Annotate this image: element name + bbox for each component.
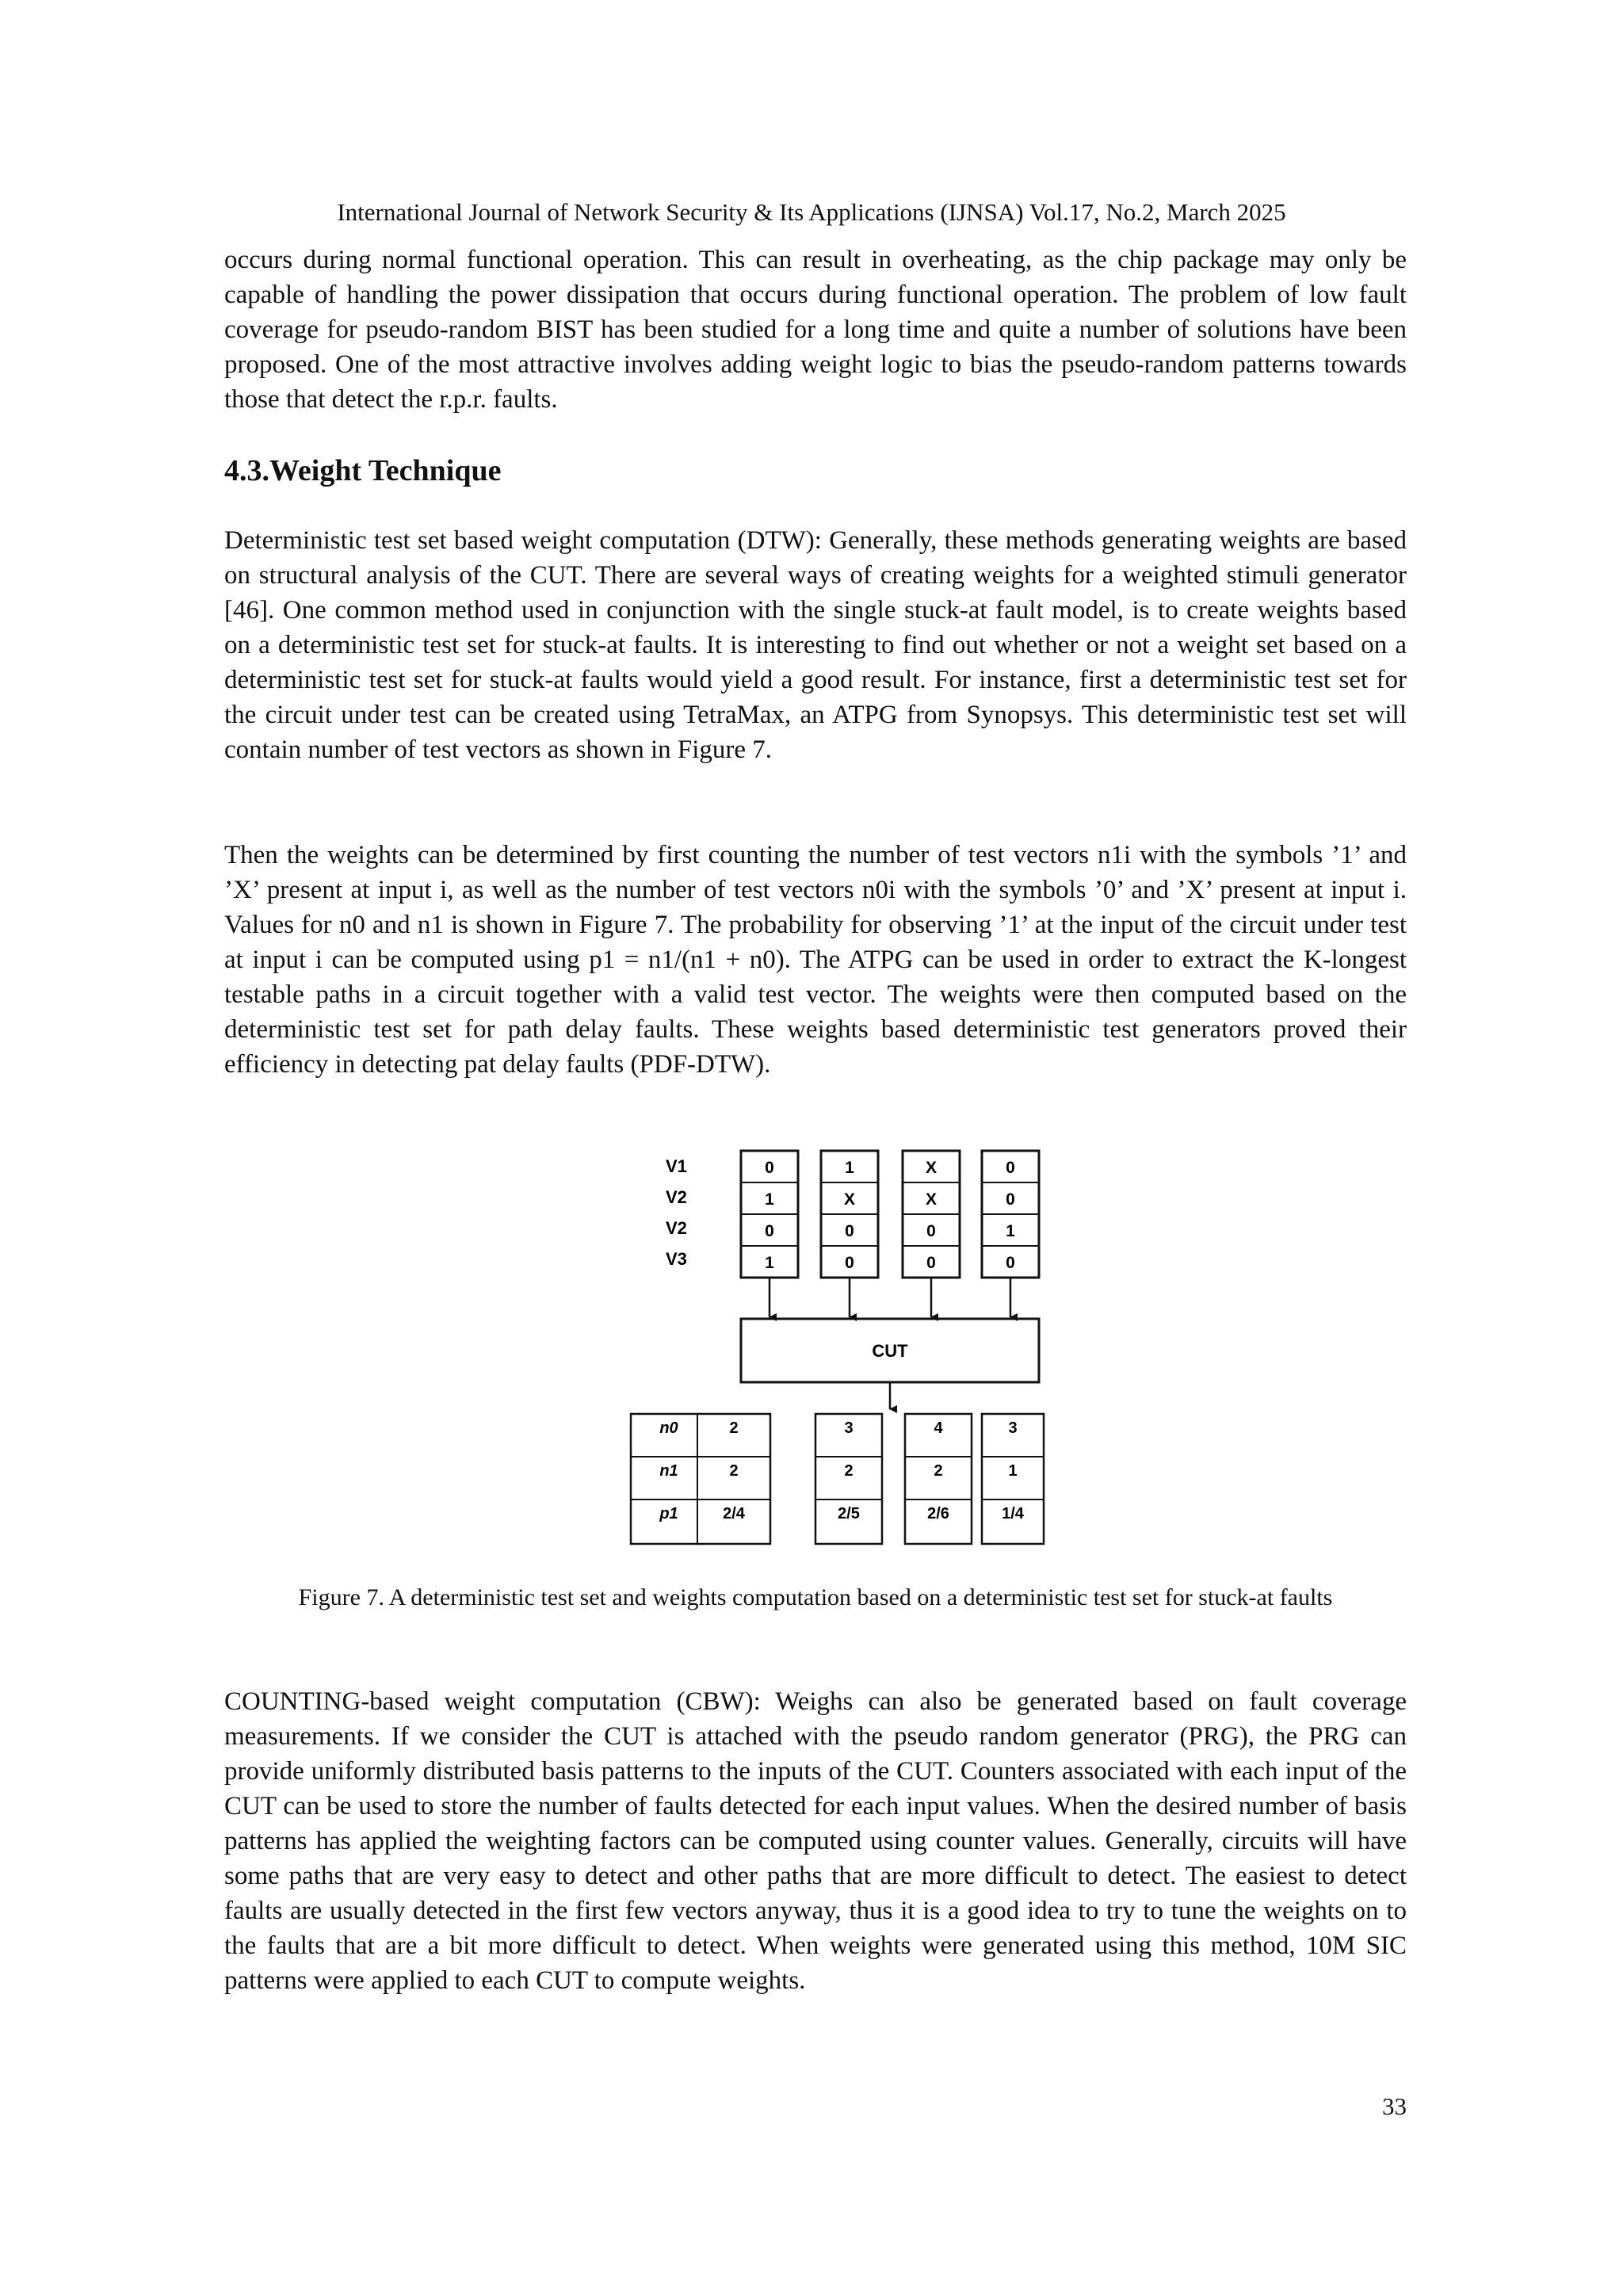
n0-value: 3	[1008, 1419, 1018, 1437]
n1-value: 1	[1008, 1462, 1018, 1480]
n1-value: 2	[844, 1462, 854, 1480]
vector-label-v1: V1	[666, 1156, 687, 1176]
vector-cell: 0	[1006, 1159, 1015, 1177]
vector-cell: 0	[926, 1222, 936, 1240]
figure-7-diagram	[618, 1149, 1062, 1561]
running-header: International Journal of Network Security & Its Applications (IJNSA) Vol.17, No.2, March 2025	[337, 198, 1286, 226]
n0-value: 4	[934, 1419, 943, 1437]
n1-value: 2	[934, 1462, 943, 1480]
paragraph-text: Deterministic test set based weight computation (DTW): Generally, these methods generating weights are based on structural analysis of the CUT. There are several ways of creating weights for a weighted stimuli generator [46]. One common method used in conjunction with the single stuck-at fault model, is to create weights based on a deterministic test set for stuck-at faults. It is interesting to find out whether or not a weight set based on a deterministic test set for stuck-at faults would yield a good result. For instance, first a deterministic test set for the circuit under test can be created using TetraMax, an ATPG from Synopsys. This deterministic test set will contain number of test vectors as shown in Figure 7.	[224, 526, 1407, 764]
vector-label-v3: V3	[666, 1249, 687, 1269]
dtw-paragraph	[224, 523, 1407, 767]
vector-label-v2b: V2	[666, 1218, 687, 1238]
n1-value: 2	[729, 1462, 739, 1480]
vector-cell: 0	[926, 1254, 936, 1272]
vector-cell: 1	[845, 1159, 854, 1177]
vector-cell: 1	[765, 1190, 774, 1209]
vector-cell: 0	[765, 1222, 774, 1240]
n0-value: 3	[844, 1419, 854, 1437]
row-label-n1: n1	[659, 1462, 678, 1480]
p1-value: 2/6	[927, 1505, 949, 1522]
vector-label-v2: V2	[666, 1187, 687, 1207]
figure-7	[618, 1149, 1062, 1561]
weights-table-group-3	[905, 1414, 972, 1544]
vector-cell: 0	[1006, 1190, 1015, 1209]
vector-cell: 0	[845, 1222, 854, 1240]
vector-cell: 0	[1006, 1254, 1015, 1272]
test-vector-column-3	[903, 1151, 960, 1278]
vector-cell: 0	[765, 1159, 774, 1177]
paragraph-text: COUNTING-based weight computation (CBW): Weighs can also be generated based on fault coverage measurements. If we consider the CUT is attached with the pseudo random generator (PRG), the PRG can provide uniformly distributed basis patterns to the inputs of the CUT. Counters associated with each input of the CUT can be used to store the number of faults detected for each input values. When the desired number of basis patterns has applied the weighting factors can be computed using counter values. Generally, circuits will have some paths that are very easy to detect and other paths that are more difficult to detect. The easiest to detect faults are usually detected in the first few vectors anyway, thus it is a good idea to try to tune the weights on to the faults that are a bit more difficult to detect. When weights were generated using this method, 10M SIC patterns were applied to each CUT to compute weights.	[224, 1687, 1407, 1995]
vector-cell: X	[843, 1190, 856, 1209]
cut-label: CUT	[872, 1341, 908, 1361]
vector-cell: X	[925, 1190, 938, 1209]
paragraph-text: Then the weights can be determined by first counting the number of test vectors n1i with the symbols ’1’ and ’X’ present at input i, as well as the number of test vectors n0i with the symbols ’0’ and ’X’ present at input i. Values for n0 and n1 is shown in Figure 7. The probability for observing ’1’ at the input of the circuit under test at input i can be computed using p1 = n1/(n1 + n0). The ATPG can be used in order to extract the K-longest testable paths in a circuit together with a valid test vector. The weights were then computed based on the deterministic test set for path delay faults. These weights based deterministic test generators proved their efficiency in detecting pat delay faults (PDF-DTW).	[224, 841, 1407, 1079]
cbw-paragraph	[224, 1684, 1407, 1998]
figure-caption: Figure 7. A deterministic test set and weights computation based on a deterministic test set for stuck-at faults	[298, 1584, 1333, 1610]
n0-value: 2	[729, 1419, 739, 1437]
row-label-p1: p1	[659, 1505, 678, 1522]
intro-paragraph	[224, 243, 1407, 417]
section-heading: 4.3.Weight Technique	[224, 454, 502, 487]
paragraph-text: occurs during normal functional operation. This can result in overheating, as the chip package may only be capable of handling the power dissipation that occurs during functional operation. The problem of low fault coverage for pseudo-random BIST has been studied for a long time and quite a number of solutions have been proposed. One of the most attractive involves adding weight logic to bias the pseudo-random patterns towards those that detect the r.p.r. faults.	[224, 246, 1407, 414]
vector-cell: 1	[1006, 1222, 1015, 1240]
p1-value: 2/4	[723, 1505, 745, 1522]
test-vector-column-4	[982, 1151, 1039, 1278]
p1-value: 1/4	[1002, 1505, 1024, 1522]
vector-cell: X	[925, 1159, 938, 1177]
vector-cell: 1	[765, 1254, 774, 1272]
p1-value: 2/5	[838, 1505, 860, 1522]
weights-table-group-1	[631, 1414, 770, 1544]
page-number: 33	[1382, 2092, 1407, 2120]
weights-table-group-4	[982, 1414, 1044, 1544]
test-vector-column-2	[821, 1151, 878, 1278]
weights-table-group-2	[815, 1414, 882, 1544]
row-label-n0: n0	[659, 1419, 678, 1437]
vector-cell: 0	[845, 1254, 854, 1272]
test-vector-column-1	[741, 1151, 798, 1278]
weights-paragraph	[224, 838, 1407, 1082]
